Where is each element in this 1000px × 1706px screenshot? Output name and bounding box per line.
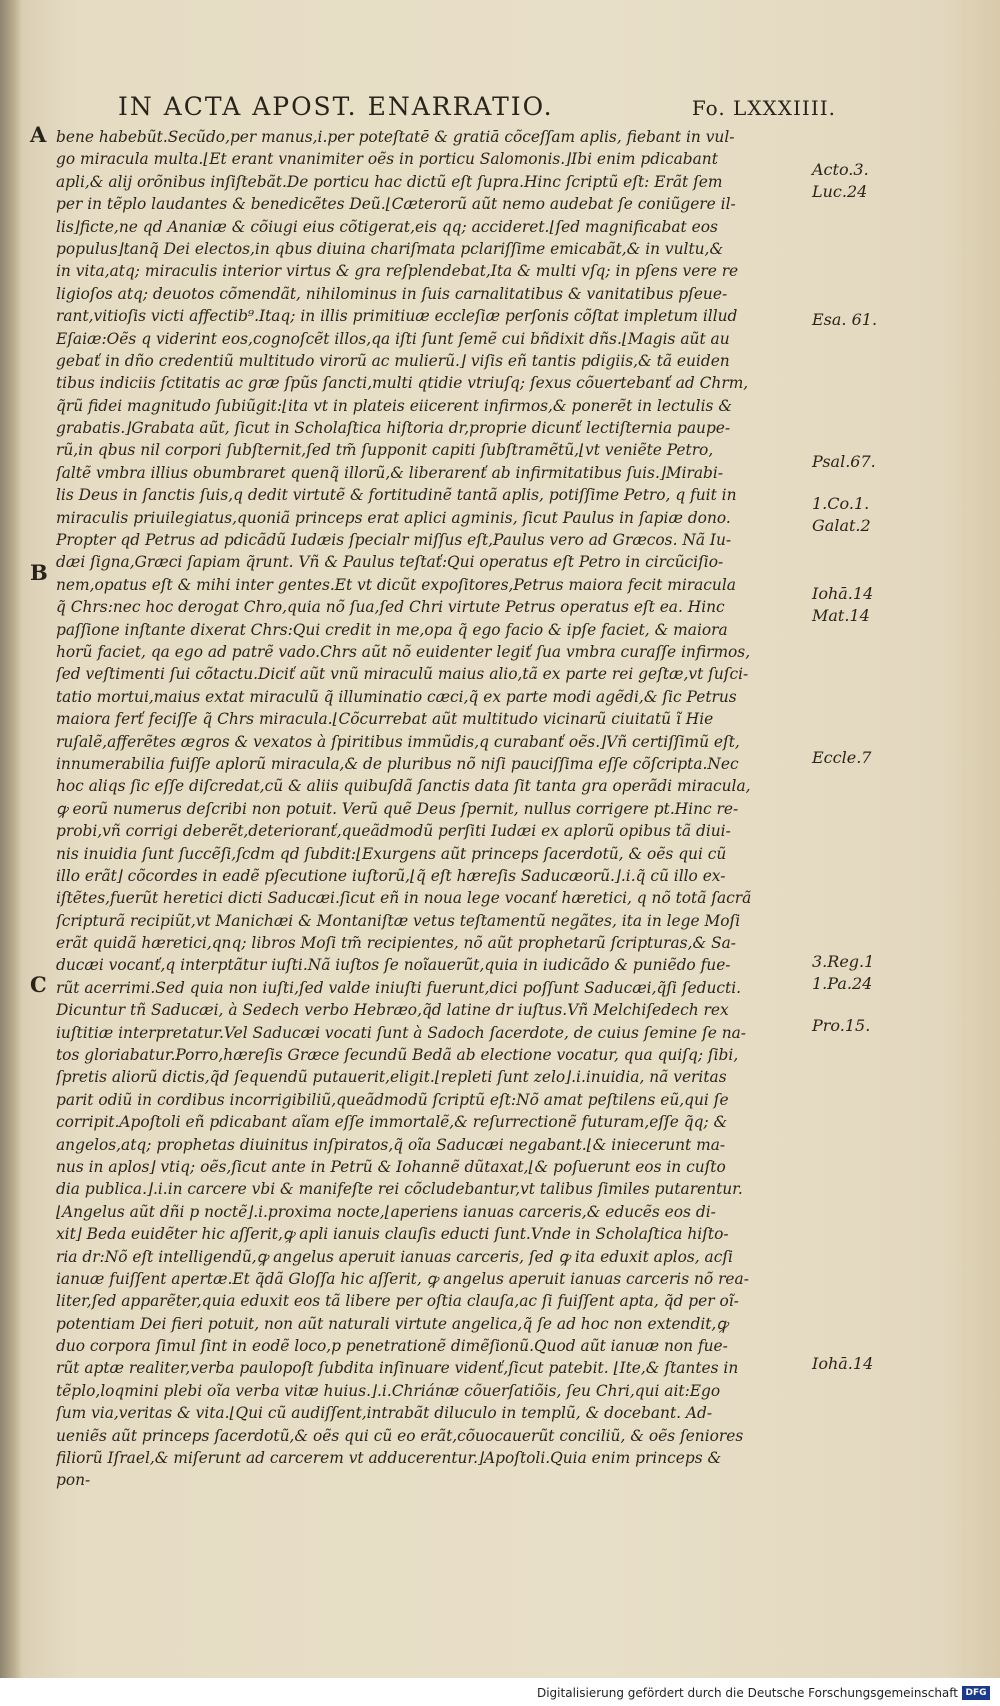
text-line: nem,opatus eſt & mihi inter gentes.Et vt dicũt expoſitores,Petrus maiora fecit miracula	[56, 575, 736, 594]
text-line: grabatis.⌋Grabata aũt, ſicut in Scholaſtica hiſtoria dr,proprie dicunť lectiſternia paupe-	[56, 419, 731, 438]
margin-note: Luc.24	[812, 182, 868, 201]
text-line: per in tẽplo laudantes & benedicẽtes Deũ.⌊Cæterorũ aũt nemo audebat ſe coniũgere il-	[56, 195, 736, 214]
text-line: q̃ Chrs:nec hoc derogat Chro,quia nõ ſua,ſed Chri virtute Petrus operatus eſt ea. Hinc	[56, 598, 725, 617]
text-line: in vita,atq; miraculis interior virtus & gra reſplendebat,Ita & multi vſq; in pſens vere re	[56, 262, 739, 281]
footer-strip	[0, 1678, 1000, 1706]
text-line: innumerabilia fuiſſe aplorũ miracula,& de pluribus nõ niſi pauciſſima eſſe cõſcripta.Nec	[56, 754, 739, 773]
margin-note: 3.Reg.1	[812, 952, 875, 971]
text-line: iuſtitiæ interpretatur.Vel Saducæi vocati ſunt à Sadoch ſacerdote, de cuius ſemine ſe na-	[56, 1023, 746, 1042]
margin-note: 1.Pa.24	[812, 974, 873, 993]
body-text	[56, 126, 824, 1492]
margin-note: Eccle.7	[812, 748, 872, 767]
text-line: filiorũ Iſrael,& miſerunt ad carcerem vt adducerentur.⌋Apoſtoli.Quia enim princeps &	[56, 1449, 722, 1468]
text-line: ueniẽs aũt princeps ſacerdotũ,& oẽs qui cũ eo erãt,cõuocauerũt conciliũ, & oẽs ſeniores	[56, 1426, 744, 1445]
text-line: erãt quidã hæretici,qnq; libros Moſi tm̃ recipientes, nõ aũt prophetarũ ſcripturas,& Sa-	[56, 934, 736, 953]
text-line: illo erãt⌋ cõcordes in eadẽ pſecutione iuſtorũ,⌊q̃ eſt hæreſis Saducæorũ.⌋.i.q̃ cũ illo ex-	[56, 866, 726, 885]
text-line: ligioſos atq; deuotos cõmendãt, nihilominus in ſuis carnalitatibus & vanitatibus pſeue-	[56, 284, 728, 303]
text-line: paſſione inſtante dixerat Chrs:Qui credit in me,opa q̃ ego facio & ipſe faciet, & maiora	[56, 620, 728, 639]
text-line: ſcripturã recipiũt,vt Manichæi & Montaniſtæ vetus teſtamentũ negãtes, ita in lege Moſi	[56, 911, 741, 930]
text-line: bene habebũt.Secũdo,per manus,i.per poteſtatē & gratiā cõceſſam aplis, fiebant in vul-	[56, 128, 735, 146]
margin-note: Acto.3.	[812, 160, 869, 179]
text-line: tibus indiciis ſctitatis ac græ ſpũs ſancti,multi qtidie vtriuſq; ſexus cõuertebanť ad Chrm,	[56, 374, 749, 393]
dfg-logo-icon: DFG	[962, 1686, 990, 1700]
text-line: ſpretis aliorũ dictis,q̃d ſequendũ putauerit,eligit.⌊repleti ſunt zelo⌋.i.inuidia, nã veritas	[56, 1068, 727, 1087]
text-line: nis inuidia ſunt ſuccẽſi,ſcdm qd ſubdit:⌊Exurgens aũt princeps ſacerdotũ, & oẽs qui cũ	[56, 844, 727, 863]
text-line: horũ faciet, qa ego ad patrẽ vado.Chrs aũt nõ euidenter legiť ſua vmbra curaſſe infirmos,	[56, 642, 751, 661]
text-line: maiora ferť feciſſe q̃ Chrs miracula.⌊Cõcurrebat aũt multitudo vicinarũ ciuitatũ ĩ Hie	[56, 710, 714, 729]
text-line: miraculis priuilegiatus,quoniã princeps erat aplici agminis, ſicut Paulus in ſapiæ dono.	[56, 508, 731, 527]
text-line: Eſaiæ:Oẽs q viderint eos,cognoſcẽt illos,qa iſti ſunt ſemẽ cui bñdixit dñs.⌊Magis aũt au	[56, 329, 730, 348]
margin-note: Galat.2	[812, 516, 871, 535]
text-line: q̃rũ fidei magnitudo ſubiũgit:⌊ita vt in plateis eiicerent infirmos,& ponerẽt in lectulis &	[56, 396, 733, 415]
text-line: lis⌋ficte,ne qd Ananiæ & cõiugi eius cõtigerat,eis qq; accideret.⌊ſed magnificabat eos	[56, 217, 718, 236]
running-head: IN ACTA APOST. ENARRATIO.	[118, 92, 554, 121]
text-line: rũt acerrimi.Sed quia non iuſti,ſed valde iniuſti fuerunt,dici poſſunt Saducæi,q̃ſi ſeducti.	[56, 978, 742, 997]
text-line: rũt aptæ realiter,verba paulopoſt ſubdita inſinuare videnť,ſicut patebit. ⌊Ite,& ſtantes in	[56, 1359, 739, 1378]
margin-note: Psal.67.	[812, 452, 876, 471]
text-line: hoc aliqs ſic eſſe diſcredat,cũ & aliis quibuſdã ſanctis data ſit tanta gra operãdi miracula,	[56, 777, 751, 796]
text-line: duo corpora ſimul ſint in eodẽ loco,p penetrationẽ dimẽſionũ.Quod aũt ianuæ non fue-	[56, 1337, 728, 1356]
text-line: tatio mortui,maius extat miraculũ q̃ illuminatio cæci,q̃ ex parte modi agẽdi,& ſic Petrus	[56, 687, 737, 706]
margin-note: Pro.15.	[812, 1016, 871, 1035]
text-line: gebať in dño credentiũ multitudo virorũ ac mulierũ.⌋ viſis eñ tantis pdigiis,& tã euiden	[56, 351, 730, 370]
text-line: ianuæ fuiſſent apertæ.Et q̃dã Gloſſa hic aſſerit, ꝙ angelus aperuit ianuas carceris nõ rea-	[56, 1269, 749, 1288]
section-letter-c: C	[30, 972, 47, 997]
section-letter-b: B	[30, 560, 48, 585]
text-line: iſtẽtes,fuerũt heretici dicti Saducæi.ſicut eñ in noua lege vocanť hæretici, q nõ totã ſacrã	[56, 889, 752, 908]
text-line: ⌊Angelus aũt dñi p noctẽ⌋.i.proxima nocte,⌊aperiens ianuas carceris,& educẽs eos di-	[56, 1202, 716, 1221]
credit-text: Digitalisierung gefördert durch die Deutsche Forschungsgemeinschaft	[536, 1686, 958, 1700]
text-line: ſed veſtimenti ſui cõtactu.Diciť aũt vnũ miraculũ maius alio,tã ex parte rei geſtæ,vt ſuſci-	[56, 665, 749, 684]
text-line: dæi ſigna,Græci ſapiam q̃runt. Vñ & Paulus teſtať:Qui operatus eſt Petro in circũciſio-	[56, 553, 724, 572]
margin-note: Mat.14	[812, 606, 870, 625]
text-line: parit odiũ in cordibus incorrigibiliũ,queãdmodũ ſcriptũ eſt:Nõ amat peſtilens eũ,qui ſe	[56, 1090, 729, 1109]
text-line: ſum via,veritas & vita.⌊Qui cũ audiſſent,intrabãt diluculo in templũ, & docebant. Ad-	[56, 1404, 713, 1423]
text-line: Propter qd Petrus ad pdicãdũ Iudæis ſpecialr miſſus eſt,Paulus vero ad Græcos. Nã Iu-	[56, 531, 732, 550]
text-line: ꝙ eorũ numerus deſcribi non potuit. Verũ quẽ Deus ſpernit, nullus corrigere pt.Hinc re-	[56, 799, 739, 818]
section-letter-a: A	[30, 122, 47, 147]
margin-note: Iohā.14	[812, 1354, 874, 1373]
margin-note: Esa. 61.	[812, 310, 878, 329]
text-line: nus in aplos⌋ vtiq; oẽs,ſicut ante in Petrũ & Iohannẽ dũtaxat,⌊& poſuerunt eos in cuſto	[56, 1157, 726, 1176]
text-line: Dicuntur tñ Saducæi, à Sedech verbo Hebræo,q̃d latine dr iuſtus.Vñ Melchiſedech rex	[56, 1001, 729, 1020]
text-line: go miracula multa.⌊Et erant vnanimiter oẽs in porticu Salomonis.⌋Ibi enim pdicabant	[56, 150, 718, 169]
text-line: rũ,in qbus nil corpori ſubſternit,ſed tm̃ ſupponit capiti ſubſtramẽtũ,⌊vt veniẽte Petro,	[56, 441, 714, 460]
text-line: xit⌋ Beda euidẽter hic aſſerit,ꝙ apli ianuis clauſis educti ſunt.Vnde in Scholaſtica hiſto-	[56, 1225, 729, 1244]
text-line: ruſalẽ,afferẽtes ægros & vexatos à ſpiritibus immũdis,q curabanť oẽs.⌋Vñ certiſſimũ eſt,	[56, 732, 740, 751]
text-line: tẽplo,loqmini plebi oĩa verba vitæ huius.⌋.i.Chriánæ cõuerſatiõis, ſeu Chri,qui ait:Ego	[56, 1381, 721, 1400]
text-line: ria dr:Nõ eſt intelligendũ,ꝙ angelus aperuit ianuas carceris, ſed ꝙ ita eduxit aplos, acſi	[56, 1247, 733, 1266]
margin-note: Iohā.14	[812, 584, 874, 603]
book-gutter	[0, 0, 22, 1706]
text-line: apli,& alij orõnibus inſiſtebãt.De porticu hac dictũ eſt ſupra.Hinc ſcriptũ eſt: Erãt ſem	[56, 172, 723, 191]
text-line: dia publica.⌋.i.in carcere vbi & manifeſte rei cõcludebantur,vt talibus ſimiles putarentur.	[56, 1180, 743, 1199]
page-header	[118, 92, 836, 121]
text-line: tos gloriabatur.Porro,hæreſis Græce ſecundũ Bedã ab electione vocatur, qua quiſq; ſibi,	[56, 1046, 739, 1065]
text-line: ducæi vocanť,q interptãtur iuſti.Nã iuſtos ſe noĩauerũt,quia in iudicãdo & puniẽdo fue-	[56, 956, 731, 975]
text-line: populus⌋tanq̃ Dei electos,in qbus diuina chariſmata pclariſſime emicabãt,& in vultu,&	[56, 239, 724, 258]
digitization-credit	[537, 1686, 990, 1700]
margin-note: 1.Co.1.	[812, 494, 870, 513]
folio-number: Fo. LXXXIIII.	[691, 96, 836, 120]
text-line: liter,ſed apparẽter,quia eduxit eos tã libere per oſtia clauſa,ac ſi fuiſſent apta, q̃d per oĩ-	[56, 1292, 739, 1311]
text-line: probi,vñ corrigi deberẽt,deterioranť,queãdmodũ perſiti Iudæi ex aplorũ opibus tã diui-	[56, 822, 731, 841]
text-line: corripit.Apoſtoli eñ pdicabant aĩam eſſe immortalẽ,& reſurrectionẽ futuram,eſſe q̃q; &	[56, 1113, 728, 1132]
text-line: pon-	[56, 1471, 91, 1490]
text-line: rant,vitioſis victi affectib⁹.Itaq; in illis primitiuæ eccleſiæ perſonis cõſtat impletum illud	[56, 307, 738, 326]
text-line: potentiam Dei fieri potuit, non aũt naturali virtute angelica,q̃ ſe ad hoc non extendit,ꝙ	[56, 1314, 728, 1333]
text-line: ſaltẽ vmbra illius obumbraret quenq̃ illorũ,& liberarenť ab infirmitatibus ſuis.⌋Mirabi-	[56, 463, 724, 482]
text-line: angelos,atq; prophetas diuinitus inſpiratos,q̃ oĩa Saducæi negabant.⌊& iniecerunt ma-	[56, 1135, 726, 1154]
text-line: lis Deus in ſanctis ſuis,q dedit virtutẽ & fortitudinẽ tantã aplis, potiſſime Petro, q fuit in	[56, 486, 737, 505]
